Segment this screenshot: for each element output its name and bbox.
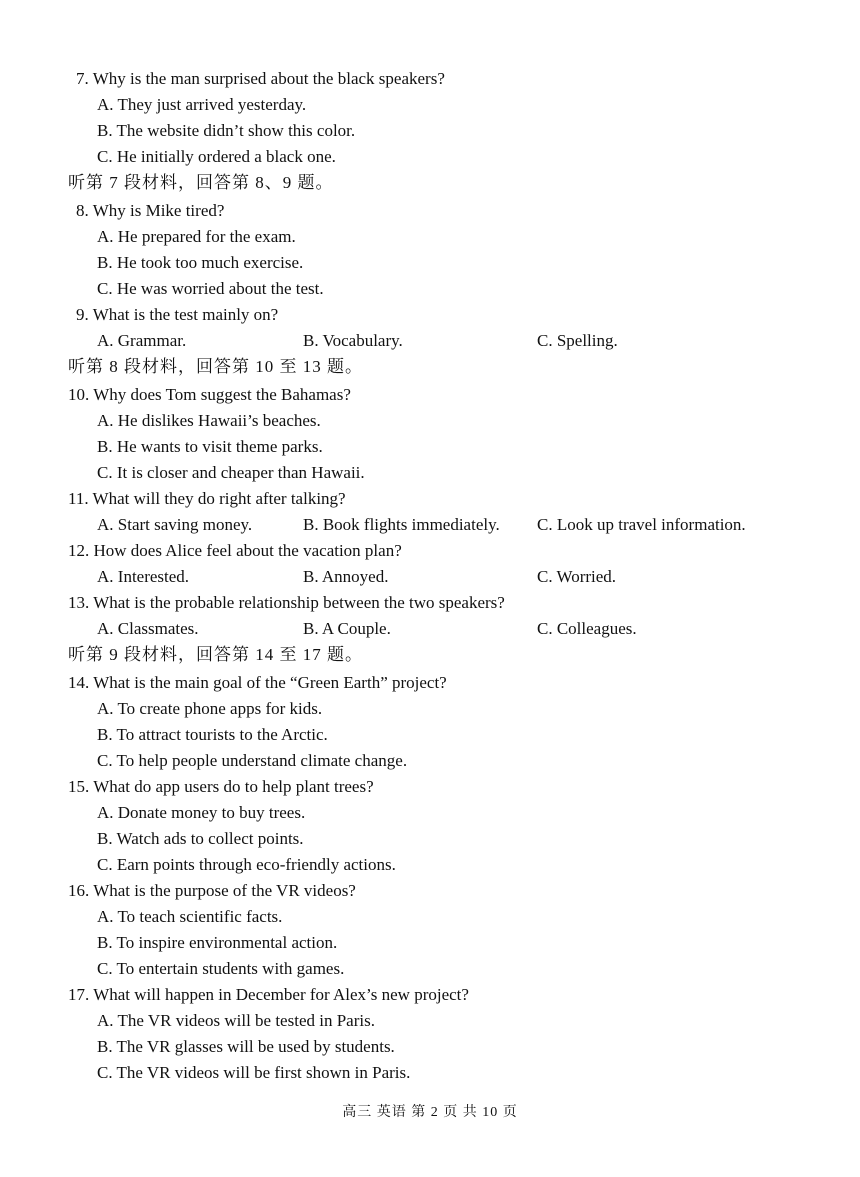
- question-7-option-c: C. He initially ordered a black one.: [97, 147, 336, 166]
- question-16-option-b: B. To inspire environmental action.: [97, 933, 338, 952]
- question-7-option-b: B. The website didn’t show this color.: [97, 121, 356, 140]
- question-9-option-c: C. Spelling.: [537, 331, 618, 350]
- question-10: 10. Why does Tom suggest the Bahamas?: [68, 385, 351, 404]
- question-12-option-b: B. Annoyed.: [303, 567, 389, 586]
- page-footer: 高三 英语 第 2 页 共 10 页: [342, 1105, 518, 1120]
- question-8-option-b: B. He took too much exercise.: [97, 253, 304, 272]
- question-16: 16. What is the purpose of the VR videos?: [68, 881, 356, 900]
- question-13-option-c: C. Colleagues.: [537, 619, 637, 638]
- question-15-option-c: C. Earn points through eco-friendly actions.: [97, 855, 396, 874]
- question-17: 17. What will happen in December for Alex’s new project?: [68, 985, 469, 1004]
- question-8-option-a: A. He prepared for the exam.: [97, 227, 296, 246]
- question-11-option-a: A. Start saving money.: [97, 515, 253, 534]
- question-14-option-a: A. To create phone apps for kids.: [97, 699, 323, 718]
- question-14-option-c: C. To help people understand climate change.: [97, 751, 408, 770]
- question-15-option-b: B. Watch ads to collect points.: [97, 829, 304, 848]
- question-15: 15. What do app users do to help plant trees?: [68, 777, 374, 796]
- question-14: 14. What is the main goal of the “Green Earth” project?: [68, 673, 447, 692]
- question-11-option-c: C. Look up travel information.: [537, 515, 746, 534]
- question-12: 12. How does Alice feel about the vacation plan?: [68, 541, 402, 560]
- question-14-option-b: B. To attract tourists to the Arctic.: [97, 725, 328, 744]
- question-17-option-a: A. The VR videos will be tested in Paris.: [97, 1011, 375, 1030]
- section-8-instruction: 听第 8 段材料，回答第 10 至 13 题。: [68, 357, 363, 376]
- question-12-option-c: C. Worried.: [537, 567, 617, 586]
- question-7: 7. Why is the man surprised about the black speakers?: [76, 69, 445, 88]
- question-13: 13. What is the probable relationship between the two speakers?: [68, 593, 505, 612]
- question-13-option-a: A. Classmates.: [97, 619, 199, 638]
- question-7-option-a: A. They just arrived yesterday.: [97, 95, 307, 114]
- section-7-instruction: 听第 7 段材料，回答第 8、9 题。: [68, 173, 334, 192]
- question-15-option-a: A. Donate money to buy trees.: [97, 803, 306, 822]
- question-17-option-c: C. The VR videos will be first shown in Paris.: [97, 1063, 411, 1082]
- question-13-option-b: B. A Couple.: [303, 619, 391, 638]
- question-11-option-b: B. Book flights immediately.: [303, 515, 500, 534]
- question-8-option-c: C. He was worried about the test.: [97, 279, 324, 298]
- question-16-option-a: A. To teach scientific facts.: [97, 907, 283, 926]
- question-17-option-b: B. The VR glasses will be used by students.: [97, 1037, 395, 1056]
- question-11: 11. What will they do right after talking?: [68, 489, 346, 508]
- question-10-option-b: B. He wants to visit theme parks.: [97, 437, 323, 456]
- question-9-option-a: A. Grammar.: [97, 331, 187, 350]
- question-8: 8. Why is Mike tired?: [76, 201, 225, 220]
- question-12-option-a: A. Interested.: [97, 567, 190, 586]
- question-9: 9. What is the test mainly on?: [76, 305, 279, 324]
- question-10-option-a: A. He dislikes Hawaii’s beaches.: [97, 411, 321, 430]
- question-16-option-c: C. To entertain students with games.: [97, 959, 345, 978]
- question-10-option-c: C. It is closer and cheaper than Hawaii.: [97, 463, 365, 482]
- question-9-option-b: B. Vocabulary.: [303, 331, 403, 350]
- section-9-instruction: 听第 9 段材料，回答第 14 至 17 题。: [68, 645, 363, 664]
